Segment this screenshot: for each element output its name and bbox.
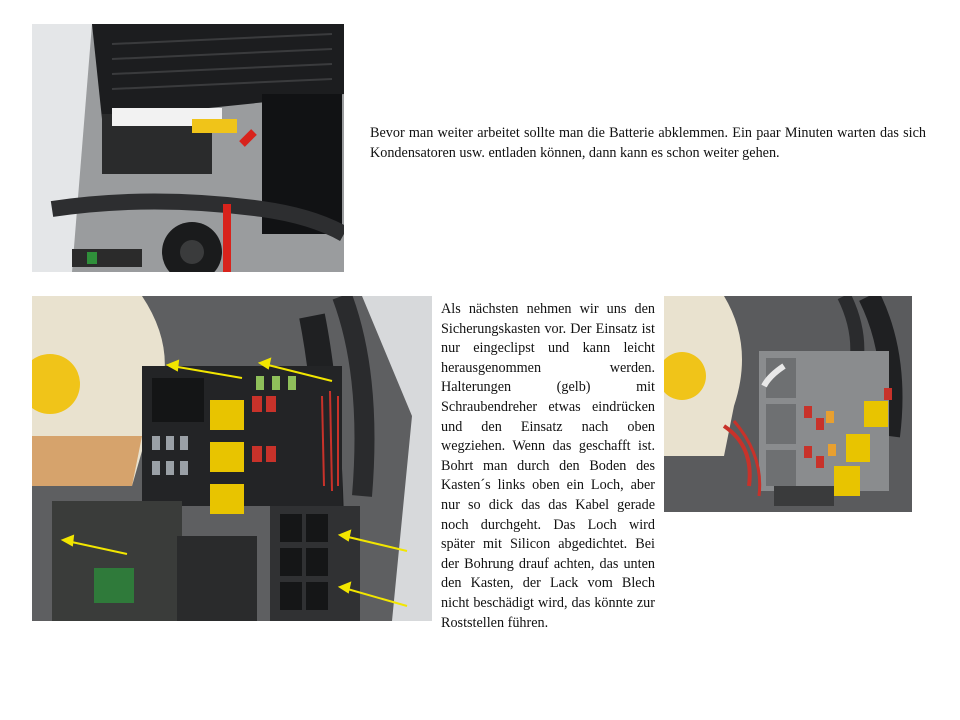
yellow-relays (210, 400, 244, 514)
battery-engine-bay-photo (32, 24, 344, 272)
battery-paragraph: Bevor man weiter arbeitet sollte man die Batterie abklemmen. Ein paar Minuten warten das sich Kondensatoren usw. entladen können, dann kann es schon weiter gehen. (370, 125, 926, 161)
fuse-box-photo (32, 296, 432, 621)
fuse-box-paragraph: Als nächsten nehmen wir uns den Sicherungskasten vor. Der Einsatz ist nur eingeclipst und kann leicht herausgenommen werden. Halterungen (gelb) mit Schraubendreher etwas eindrücken und den Einsatz nach oben wegziehen. Wenn das geschafft ist. Bohrt man durch den Boden des Kasten´s links oben ein Loch, aber nur so dick das das Kabel gerade noch durchgeht. Das Loch wird später mit Silicon abgedichtet. Bei der Bohrung drauf achten, das unten den Kasten, der Lack vom Blech nicht beschädigt wird, das könnte zur Roststellen führen. (441, 301, 655, 631)
green-relay (94, 568, 134, 603)
fuse-insert-photo (664, 296, 912, 512)
